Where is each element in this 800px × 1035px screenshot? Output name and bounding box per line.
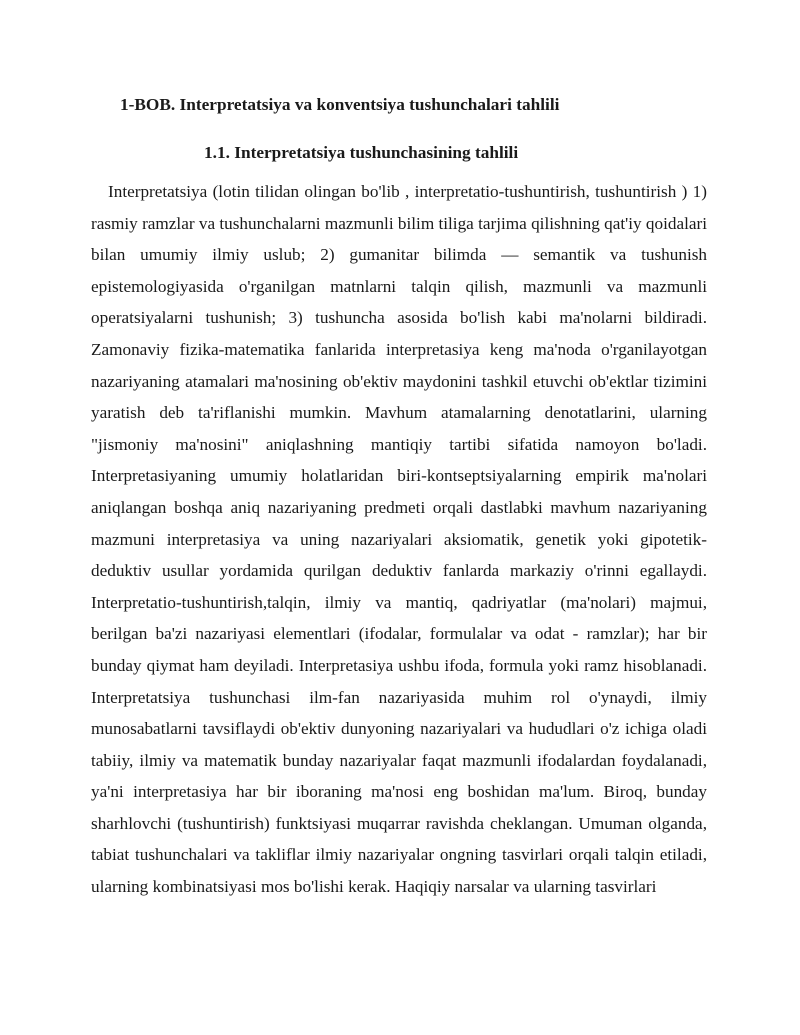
body-paragraph: Interpretatsiya (lotin tilidan olingan bo'lib , interpretatio-tushuntirish, tushuntirish ) 1) rasmiy ramzlar va tushunchalarni mazmunli bilim tiliga tarjima qilishning qat'iy qoidalari bilan umumiy ilmiy uslub; 2) gumanitar bilimda — semantik va tushunish epistemologiyasida o'rganilgan matnlarni talqin qilish, mazmunli va mazmunli operatsiyalarni tushunish; 3) tushuncha asosida bo'lish kabi ma'nolarni bildiradi. Zamonaviy fizika-matematika fanlarida interpretasiya keng ma'noda o'rganilayotgan nazariyaning atamalari ma'nosining ob'ektiv maydonini tashkil etuvchi ob'ektlar tizimini yaratish deb ta'riflanishi mumkin. Mavhum atamalarning denotatlarini, ularning "jismoniy ma'nosini" aniqlashning mantiqiy tartibi sifatida namoyon bo'ladi. Interpretasiyaning umumiy holatlaridan biri-kontseptsiyalarning empirik ma'nolari aniqlangan boshqa aniq nazariyaning predmeti orqali dastlabki mavhum nazariyaning mazmuni interpretasiya va uning nazariyalari aksiomatik, genetik yoki gipotetik-deduktiv usullar yordamida qurilgan deduktiv fanlarda markaziy o'rinni egallaydi. Interpretatio-tushuntirish,talqin, ilmiy va mantiq, qadriyatlar (ma'nolari) majmui, berilgan ba'zi nazariyasi elementlari (ifodalar, formulalar va odat - ramzlar); har bir bunday qiymat ham deyiladi. Interpretasiya ushbu ifoda, formula yoki ramz hisoblanadi. Interpretatsiya tushunchasi ilm-fan nazariyasida muhim rol o'ynaydi, ilmiy munosabatlarni tavsiflaydi ob'ektiv dunyoning nazariyalari va hududlari o'z ichiga oladi tabiiy, ilmiy va matematik bunday nazariyalar faqat mazmunli ifodalardan foydalanadi, ya'ni interpretasiya har bir iboraning ma'nosi eng boshidan ma'lum. Biroq, bunday sharhlovchi (tushuntirish) funktsiyasi muqarrar ravishda cheklangan. Umuman olganda, tabiat tushunchalari va takliflar ilmiy nazariyalar ongning tasvirlari orqali talqin etiladi, ularning kombinatsiyasi mos bo'lishi kerak. Haqiqiy narsalar va ularning tasvirlari: [91, 182, 707, 897]
section-title: 1.1. Interpretatsiya tushunchasining tahlili: [204, 143, 519, 162]
chapter-title: 1-BOB. Interpretatsiya va konventsiya tushunchalari tahlili: [120, 95, 560, 114]
